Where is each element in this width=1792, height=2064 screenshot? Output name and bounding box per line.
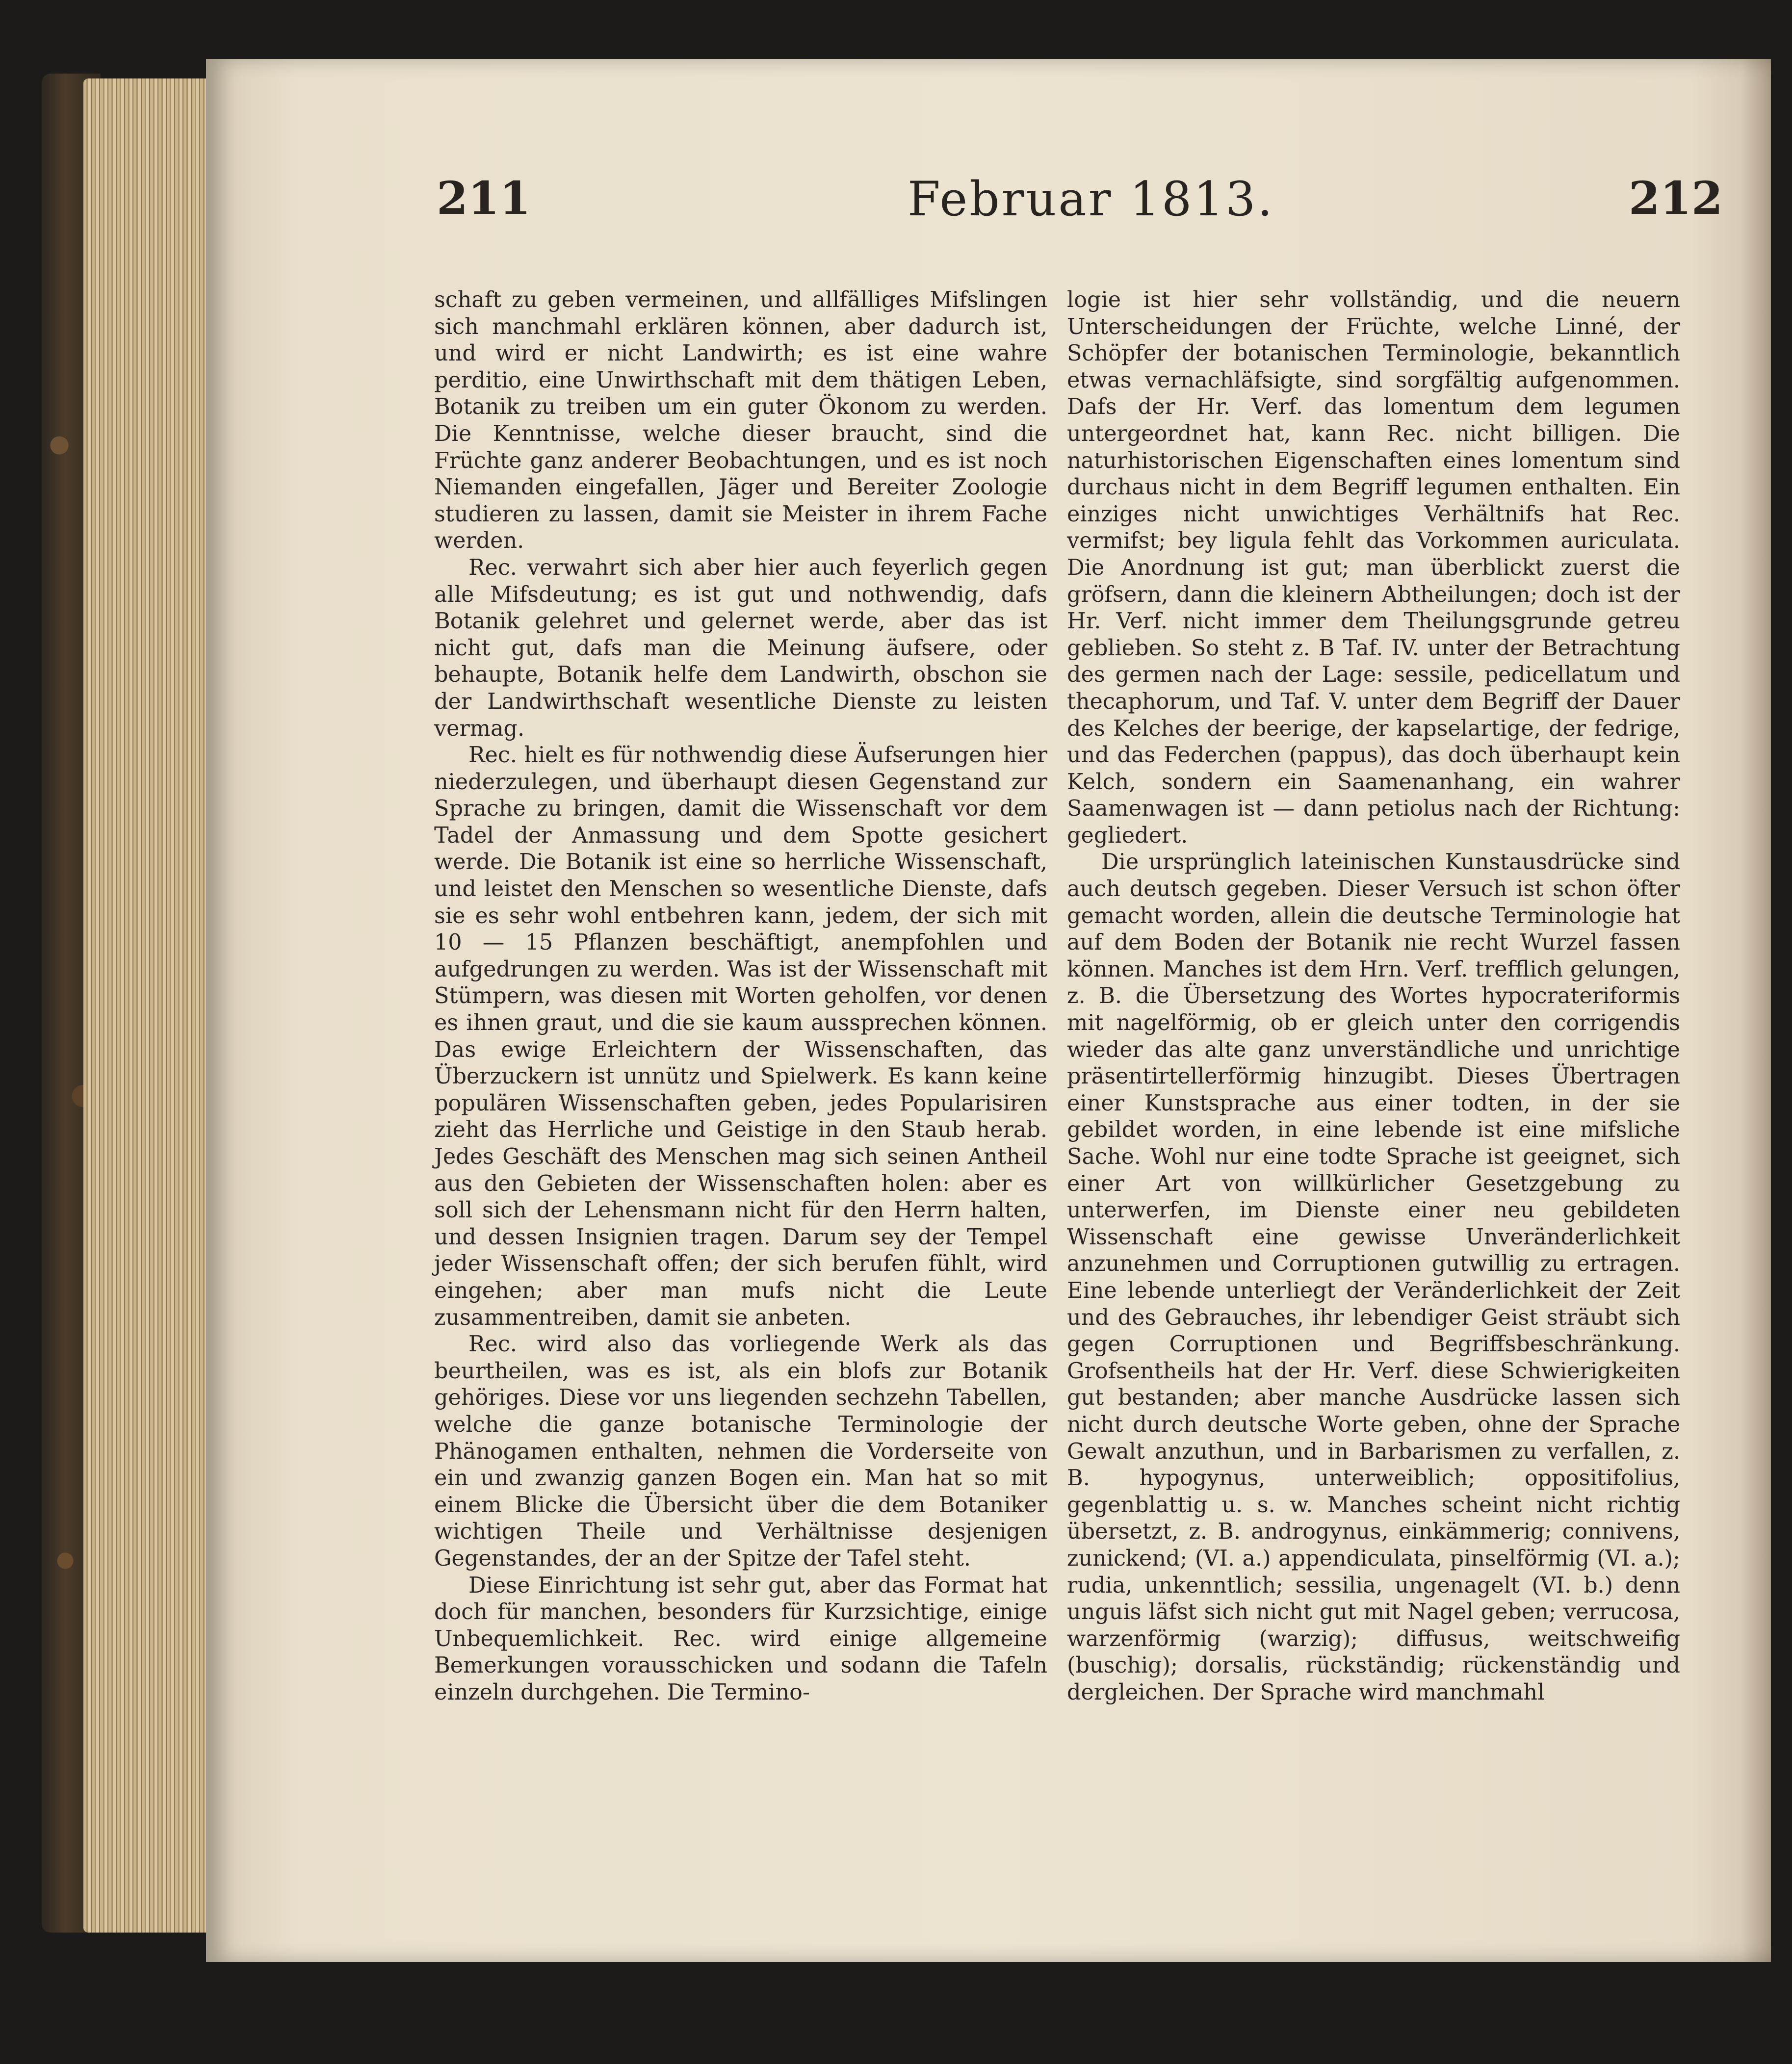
page-gutter-shadow	[1741, 59, 1771, 1962]
right-column	[1067, 287, 1680, 1706]
paragraph: schaft zu geben vermeinen, und allfälliges Mifslingen sich manchmahl erklären können, aber dadurch ist, und wird er nicht Landwirth; es ist eine wahre perditio, eine Unwirthschaft mit dem thätigen Leben, Botanik zu treiben um ein guter Ökonom zu werden. Die Kenntnisse, welche dieser braucht, sind die Früchte ganz anderer Beobachtungen, und es ist noch Niemanden eingefallen, Jäger und Bereiter Zoologie studieren zu lassen, damit sie Meister in ihrem Fache werden.	[434, 287, 1047, 554]
page-number-right: 212	[1629, 172, 1723, 225]
left-column	[434, 287, 1047, 1706]
paragraph: Die ursprünglich lateinischen Kunstausdrücke sind auch deutsch gegeben. Dieser Versuch ist schon öfter gemacht worden, allein die deutsche Terminologie hat auf dem Boden der Botanik nie recht Wurzel fassen können. Manches ist dem Hrn. Verf. trefflich gelungen, z. B. die Übersetzung des Wortes hypocrateriformis mit nagelförmig, ob er gleich unter den corrigendis wieder das alte ganz unverständliche und unrichtige präsentirtellerförmig hinzugibt. Dieses Übertragen einer Kunstsprache aus einer todten, in der sie gebildet worden, in eine lebende ist eine mifsliche Sache. Wohl nur eine todte Sprache ist geeignet, sich einer Art von willkürlicher Gesetzgebung zu unterwerfen, im Dienste einer neu gebildeten Wissenschaft eine gewisse Unveränderlichkeit anzunehmen und Corruptionen gutwillig zu ertragen. Eine lebende unterliegt der Veränderlichkeit der Zeit und des Gebrauches, ihr lebendiger Geist sträubt sich gegen Corruptionen und Begriffsbeschränkung. Grofsentheils hat der Hr. Verf. diese Schwierigkeiten gut bestanden; aber manche Ausdrücke lassen sich nicht durch deutsche Worte geben, ohne der Sprache Gewalt anzuthun, und in Barbarismen zu verfallen, z. B. hypogynus, unterweiblich; oppositifolius, gegenblattig u. s. w. Manches scheint nicht richtig übersetzt, z. B. androgynus, einkämmerig; connivens, zunickend; (VI. a.) appendiculata, pinselförmig (VI. a.); rudia, unkenntlich; sessilia, ungenagelt (VI. b.) denn unguis läfst sich nicht gut mit Nagel geben; verrucosa, warzenförmig (warzig); diffusus, weitschweifig (buschig); dorsalis, rückständig; rückenständig und dergleichen. Der Sprache wird manchmahl	[1067, 850, 1680, 1705]
page-number-left: 211	[437, 172, 531, 225]
book-page	[206, 59, 1771, 1962]
running-title: Februar 1813.	[908, 172, 1274, 227]
paragraph: Diese Einrichtung ist sehr gut, aber das Format hat doch für manchen, besonders für Kurzsichtige, einige Unbequemlichkeit. Rec. wird einige allgemeine Bemerkungen vorausschicken und sodann die Tafeln einzeln durchgehen. Die Termino-	[434, 1573, 1047, 1705]
page-header	[206, 172, 1771, 240]
paragraph: Rec. verwahrt sich aber hier auch feyerlich gegen alle Mifsdeutung; es ist gut und nothwendig, dafs Botanik gelehret und gelernet werde, aber das ist nicht gut, dafs man die Meinung äufsere, oder behaupte, Botanik helfe dem Landwirth, obschon sie der Landwirthschaft wesentliche Dienste zu leisten vermag.	[434, 555, 1047, 741]
paragraph: Rec. wird also das vorliegende Werk als das beurtheilen, was es ist, als ein blofs zur Botanik gehöriges. Diese vor uns liegenden sechzehn Tabellen, welche die ganze botanische Terminologie der Phänogamen enthalten, nehmen die Vorderseite von ein und zwanzig ganzen Bogen ein. Man hat so mit einem Blicke die Übersicht über die dem Botaniker wichtigen Theile und Verhältnisse desjenigen Gegenstandes, der an der Spitze der Tafel steht.	[434, 1332, 1047, 1571]
paragraph: logie ist hier sehr vollständig, und die neuern Unterscheidungen der Früchte, welche Linné, der Schöpfer der botanischen Terminologie, bekanntlich etwas vernachläfsigte, sind sorgfältig aufgenommen. Dafs der Hr. Verf. das lomentum dem legumen untergeordnet hat, kann Rec. nicht billigen. Die naturhistorischen Eigenschaften eines lomentum sind durchaus nicht in dem Begriff legumen enthalten. Ein einziges nicht unwichtiges Verhältnifs hat Rec. vermifst; bey ligula fehlt das Vorkommen auriculata. Die Anordnung ist gut; man überblickt zuerst die gröfsern, dann die kleinern Abtheilungen; doch ist der Hr. Verf. nicht immer dem Theilungsgrunde getreu geblieben. So steht z. B Taf. IV. unter der Betrachtung des germen nach der Lage: sessile, pedicellatum und thecaphorum, und Taf. V. unter dem Begriff der Dauer des Kelches der beerige, der kapselartige, der fedrige, und das Federchen (pappus), das doch überhaupt kein Kelch, sondern ein Saamenanhang, ein wahrer Saamenwagen ist — dann petiolus nach der Richtung: gegliedert.	[1067, 287, 1680, 848]
paragraph: Rec. hielt es für nothwendig diese Äufserungen hier niederzulegen, und überhaupt diesen Gegenstand zur Sprache zu bringen, damit die Wissenschaft vor dem Tadel der Anmassung und dem Spotte gesichert werde. Die Botanik ist eine so herrliche Wissenschaft, und leistet den Menschen so wesentliche Dienste, dafs sie es sehr wohl entbehren kann, jedem, der sich mit 10 — 15 Pflanzen beschäftigt, anempfohlen und aufgedrungen zu werden. Was ist der Wissenschaft mit Stümpern, was diesen mit Worten geholfen, vor denen es ihnen graut, und die sie kaum aussprechen können. Das ewige Erleichtern der Wissenschaften, das Überzuckern ist unnütz und Spielwerk. Es kann keine populären Wissenschaften geben, jedes Popularisiren zieht das Herrliche und Geistige in den Staub herab. Jedes Geschäft des Menschen mag sich seinen Antheil aus den Gebieten der Wissenschaften holen: aber es soll sich der Lehensmann nicht für den Herrn halten, und dessen Insignien tragen. Darum sey der Tempel jeder Wissenschaft offen; der sich berufen fühlt, wird eingehen; aber man mufs nicht die Leute zusammentreiben, damit sie anbeten.	[434, 743, 1047, 1330]
